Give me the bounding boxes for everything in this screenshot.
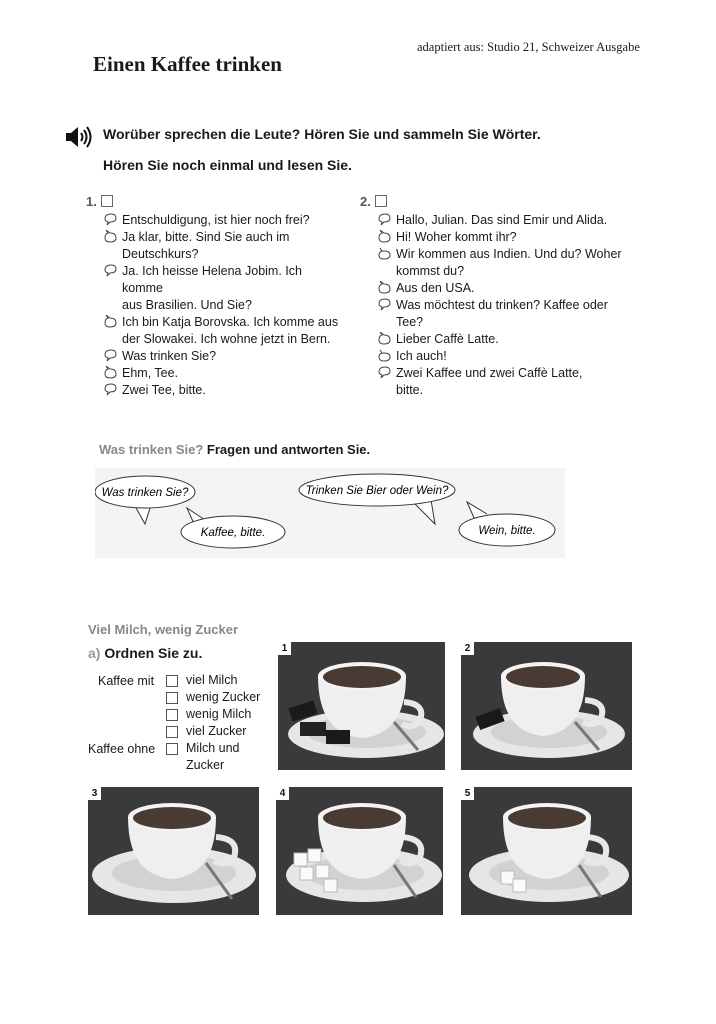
dialog-text: Zwei Tee, bitte.: [122, 383, 206, 397]
task-ask-answer: Was trinken Sie? Fragen und antworten Sie.: [99, 442, 371, 457]
speaker-b-icon: [378, 281, 391, 294]
speaker-a-icon: [104, 213, 117, 226]
speaker-b-icon: [104, 315, 117, 328]
coffee-photo-1: [278, 642, 445, 770]
dialog2-line: [378, 246, 638, 280]
coffee-photo-5: [461, 787, 632, 915]
source-note: adaptiert aus: Studio 21, Schweizer Ausgabe: [417, 40, 640, 54]
bubble-text-2: Kaffee, bitte.: [200, 527, 266, 539]
dialog1-line: [104, 314, 344, 348]
dialog1-line: [104, 229, 344, 263]
dialog2-line: [378, 297, 638, 331]
dialog2-line: [378, 348, 638, 365]
dialog-text: aus Brasilien. Und Sie?: [122, 298, 252, 312]
option-checkbox-milch-zucker[interactable]: [166, 743, 178, 755]
page-title: Einen Kaffee trinken: [93, 52, 282, 76]
speaker-a-icon: [378, 213, 391, 226]
dialog-text: bitte.: [396, 383, 424, 397]
dialog-text: Entschuldigung, ist hier noch frei?: [122, 213, 310, 227]
bubble-text-4: Wein, bitte.: [478, 525, 536, 537]
dialog-text: Ja. Ich heisse Helena Jobim. Ich komme: [122, 264, 302, 295]
photo-number-1: 1: [278, 642, 291, 655]
speaker-a-icon: [104, 349, 117, 362]
coffee-photo-3: [88, 787, 259, 915]
dialog1-line: [104, 212, 344, 229]
speaker-a-icon: [104, 383, 117, 396]
dialog-1-number: 1.: [86, 194, 113, 209]
option-zucker: Zucker: [186, 758, 225, 772]
dialog-text: Ich bin Katja Borovska. Ich komme aus: [122, 315, 339, 329]
dialog-text: Zwei Kaffee und zwei Caffè Latte,: [396, 366, 583, 380]
speaker-c-icon: [378, 349, 391, 362]
label-coffee-with: Kaffee mit: [98, 674, 155, 688]
dialog-text: Was möchtest du trinken? Kaffee oder Tee?: [396, 298, 608, 329]
dialog2-line: [378, 229, 638, 246]
dialog1-line: [104, 263, 344, 314]
dialog-text: Was trinken Sie?: [122, 349, 217, 363]
dialog-1: [104, 212, 344, 399]
option-checkbox-wenig-milch[interactable]: [166, 709, 178, 721]
bubble-text-3: Trinken Sie Bier oder Wein?: [305, 485, 449, 497]
dialog-2-checkbox[interactable]: [375, 195, 387, 207]
dialog1-line: [104, 365, 344, 382]
dialog2-line: [378, 212, 638, 229]
option-checkbox-viel-milch[interactable]: [166, 675, 178, 687]
speech-bubbles: [95, 468, 565, 558]
dialog-text: Ehm, Tee.: [122, 366, 179, 380]
speaker-b-icon: [378, 230, 391, 243]
speaker-a-icon: [378, 298, 391, 311]
option-checkbox-viel-zucker[interactable]: [166, 726, 178, 738]
dialog-text: Deutschkurs?: [122, 247, 199, 261]
label-coffee-without: Kaffee ohne: [88, 742, 156, 756]
speaker-a-icon: [378, 366, 391, 379]
dialog-text: Lieber Caffè Latte.: [396, 332, 499, 346]
dialog-text: der Slowakei. Ich wohne jetzt in Bern.: [122, 332, 331, 346]
speaker-icon[interactable]: [65, 126, 93, 148]
option-checkbox-wenig-zucker[interactable]: [166, 692, 178, 704]
speaker-b-icon: [104, 366, 117, 379]
dialog-text: Hallo, Julian. Das sind Emir und Alida.: [396, 213, 608, 227]
dialog-2: [378, 212, 638, 399]
option-wenig-zucker: wenig Zucker: [186, 690, 261, 704]
dialog-text: kommst du?: [396, 264, 465, 278]
option-wenig-milch: wenig Milch: [186, 707, 252, 721]
coffee-photo-4: [276, 787, 443, 915]
dialog-text: Wir kommen aus Indien. Und du? Woher: [396, 247, 622, 261]
task-match: a) Ordnen Sie zu.: [88, 645, 203, 661]
dialog2-line: [378, 280, 638, 297]
photo-number-4: 4: [276, 787, 289, 800]
dialog-text: Ja klar, bitte. Sind Sie auch im: [122, 230, 290, 244]
option-viel-milch: viel Milch: [186, 673, 238, 687]
dialog1-line: [104, 382, 344, 399]
dialog-text: Aus den USA.: [396, 281, 475, 295]
speaker-b-icon: [378, 332, 391, 345]
dialog-2-number: 2.: [360, 194, 387, 209]
dialog2-line: [378, 365, 638, 399]
option-milch-und: Milch und: [186, 741, 240, 755]
photo-number-3: 3: [88, 787, 101, 800]
dialog-text: Ich auch!: [396, 349, 447, 363]
dialog-text: Hi! Woher kommt ihr?: [396, 230, 517, 244]
speaker-c-icon: [378, 247, 391, 260]
speaker-b-icon: [104, 230, 117, 243]
photo-number-2: 2: [461, 642, 474, 655]
coffee-photo-2: [461, 642, 632, 770]
dialog-1-checkbox[interactable]: [101, 195, 113, 207]
dialog1-line: [104, 348, 344, 365]
photo-number-5: 5: [461, 787, 474, 800]
dialog2-line: [378, 331, 638, 348]
option-viel-zucker: viel Zucker: [186, 724, 247, 738]
instruction-listen-read: Hören Sie noch einmal und lesen Sie.: [103, 157, 352, 173]
speaker-a-icon: [104, 264, 117, 277]
bubble-text-1: Was trinken Sie?: [101, 487, 189, 499]
instruction-listen-collect: Worüber sprechen die Leute? Hören Sie und sammeln Sie Wörter.: [103, 126, 541, 142]
section-title-milk-sugar: Viel Milch, wenig Zucker: [88, 622, 239, 637]
